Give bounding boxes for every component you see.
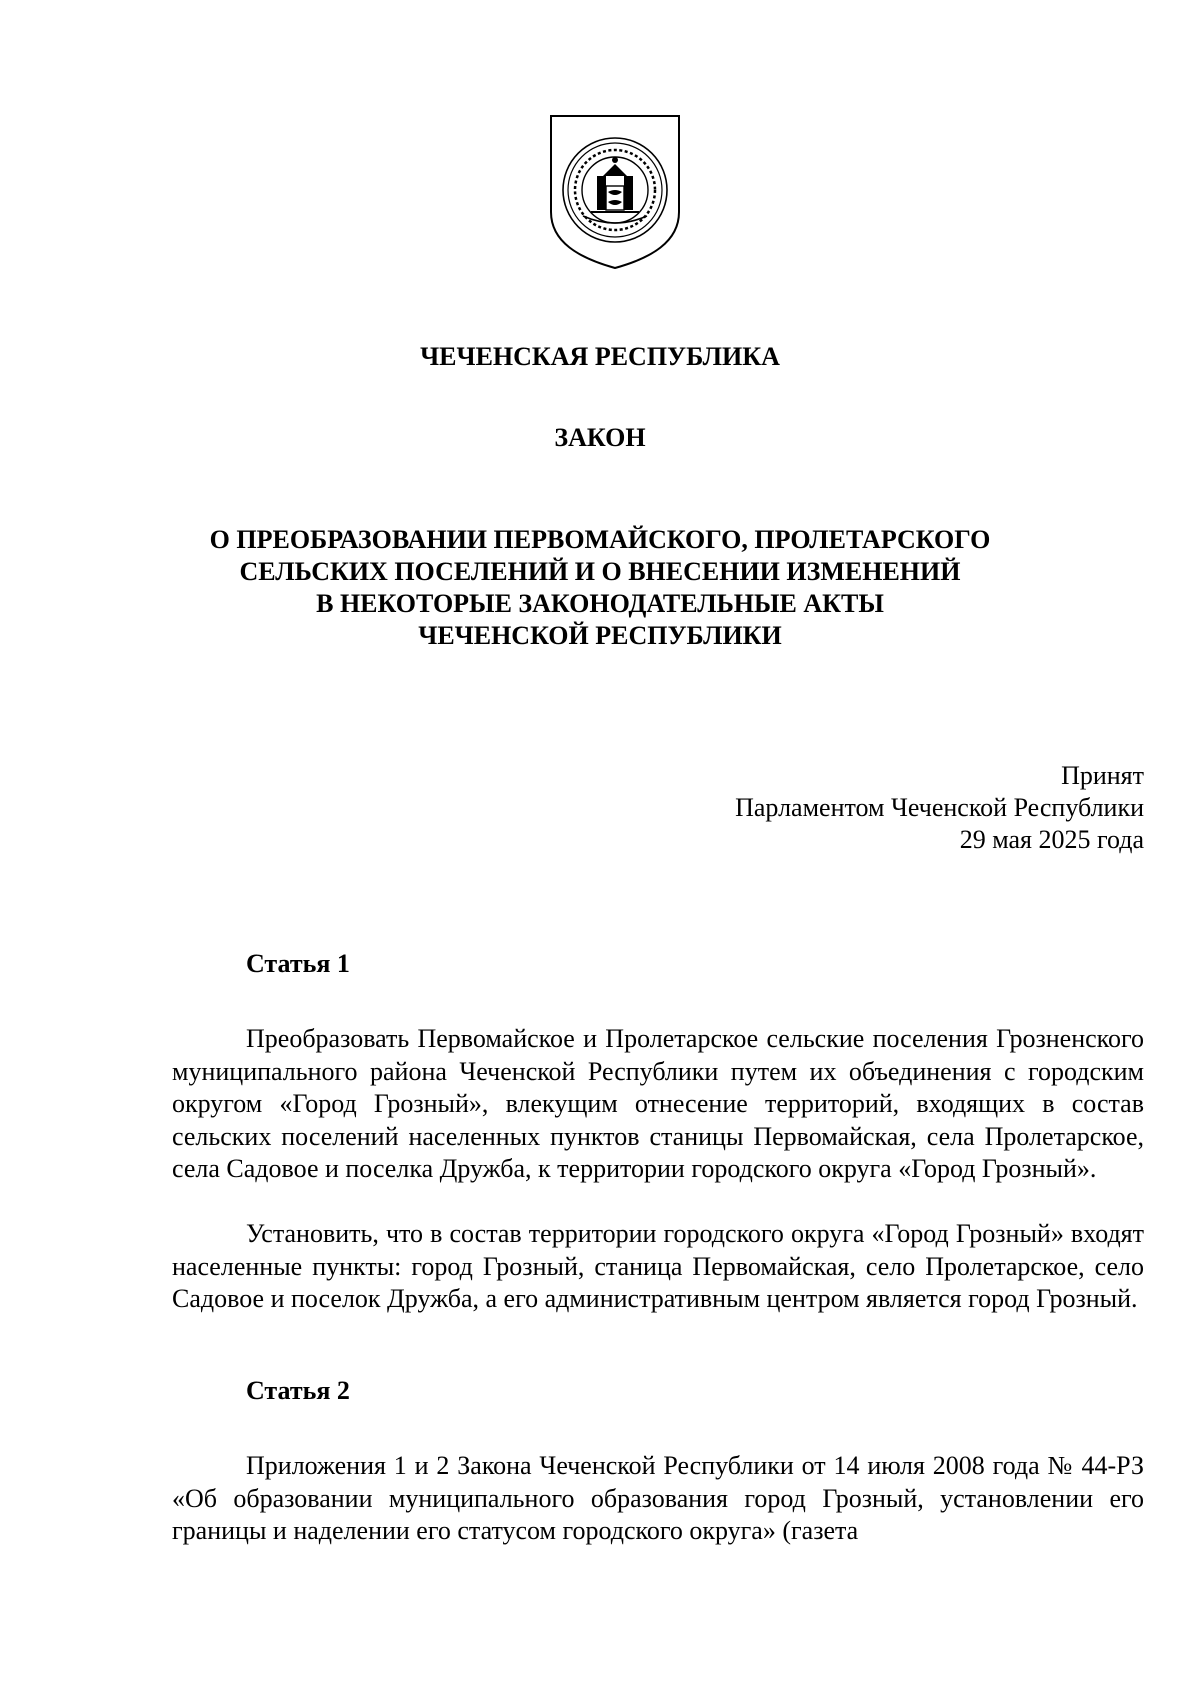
law-title-line: СЕЛЬСКИХ ПОСЕЛЕНИЙ И О ВНЕСЕНИИ ИЗМЕНЕНИЙ bbox=[239, 557, 961, 586]
article-1-heading: Статья 1 bbox=[246, 949, 350, 978]
law-title-line: О ПРЕОБРАЗОВАНИИ ПЕРВОМАЙСКОГО, ПРОЛЕТАРСКОГО bbox=[209, 525, 991, 554]
adoption-body: Парламентом Чеченской Республики bbox=[735, 793, 1144, 822]
article-2-paragraph: Приложения 1 и 2 Закона Чеченской Республики от 14 июля 2008 года № 44-РЗ «Об образовании муниципального образования город Грозный, установлении его границы и наделении его статусом городского округа» (газета bbox=[172, 1451, 1144, 1545]
adoption-date: 29 мая 2025 года bbox=[959, 825, 1144, 854]
adoption-status: Принят bbox=[1061, 761, 1144, 790]
law-title-line: ЧЕЧЕНСКОЙ РЕСПУБЛИКИ bbox=[418, 621, 782, 650]
law-title bbox=[150, 524, 1050, 652]
article-2-heading: Статья 2 bbox=[246, 1376, 350, 1405]
adoption-block bbox=[735, 760, 1144, 856]
law-title-line: В НЕКОТОРЫЕ ЗАКОНОДАТЕЛЬНЫЕ АКТЫ bbox=[316, 589, 884, 618]
article-1-paragraph: Установить, что в состав территории городского округа «Город Грозный» входят населенные пункты: город Грозный, станица Первомайская, село Пролетарское, село Садовое и поселок Дружба, а его административным центром является город Грозный. bbox=[172, 1219, 1144, 1313]
document-type-heading: ЗАКОН bbox=[554, 423, 646, 452]
coat-of-arms-emblem bbox=[545, 112, 685, 272]
republic-heading: ЧЕЧЕНСКАЯ РЕСПУБЛИКА bbox=[420, 342, 780, 371]
article-1-paragraph: Преобразовать Первомайское и Пролетарское сельские поселения Грозненского муниципального района Чеченской Республики путем их объединения с городским округом «Город Грозный», влекущим отнесение территорий, входящих в состав сельских поселений населенных пунктов станицы Первомайская, села Пролетарское, села Садовое и поселка Дружба, к территории городского округа «Город Грозный». bbox=[172, 1024, 1144, 1183]
